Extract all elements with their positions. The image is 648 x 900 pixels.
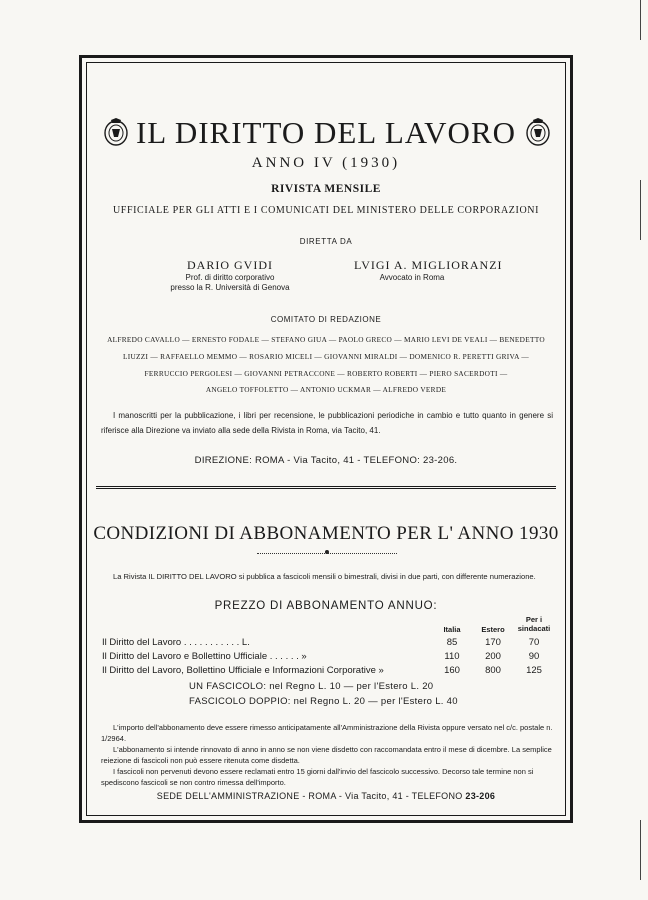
price-row-1-sindacati: 70 (528, 637, 540, 648)
note-renewal: L'abbonamento si intende rinnovato di anno in anno se non viene disdetto con raccomandata entro il mese di dicembre. La semplice reiezione di fascicoli non può essere ritenuta come disdetta. (101, 745, 552, 765)
price-row-2-label: Il Diritto del Lavoro e Bollettino Ufficiale . . . . . . » (102, 651, 307, 662)
price-row-2-sindacati: 90 (528, 651, 540, 662)
single-issue-price: UN FASCICOLO: nel Regno L. 10 — per l'Estero L. 20 (189, 681, 434, 692)
director-role-2-line1: Avvocato in Roma (379, 273, 445, 282)
journal-frequency: RIVISTA MENSILE (271, 183, 381, 195)
administration-phone: 23-206 (465, 791, 496, 801)
price-row-1-label: Il Diritto del Lavoro . . . . . . . . . . . L. (102, 637, 250, 648)
committee-heading: COMITATO DI REDAZIONE (270, 315, 382, 324)
administration-address-text: SEDE DELL'AMMINISTRAZIONE - ROMA - Via Tacito, 41 - TELEFONO (156, 791, 463, 801)
note-payment: L'importo dell'abbonamento deve essere rimesso anticipatamente all'Amministrazione della Rivista oppure versato nel c/c. postale n. 1/2964. (101, 723, 553, 743)
committee-line-1: ALFREDO CAVALLO — ERNESTO FODALE — STEFANO GIUA — PAOLO GRECO — MARIO LEVI DE VEALI — BENEDETTO (107, 335, 545, 344)
director-role-2 (347, 273, 477, 283)
ornamental-dot (325, 550, 329, 554)
scan-edge-mark-top (640, 0, 641, 40)
price-row-3-label: Il Diritto del Lavoro, Bollettino Ufficiale e Informazioni Corporative » (102, 665, 384, 676)
price-row-2-estero: 200 (485, 651, 501, 662)
page-frame (79, 55, 573, 823)
director-role-1-line1: Prof. di diritto corporativo (185, 273, 275, 282)
price-row-3-sindacati: 125 (526, 665, 542, 676)
annual-price-heading: PREZZO DI ABBONAMENTO ANNUO: (214, 600, 438, 612)
col-header-sindacati: Per i sindacati (517, 615, 551, 633)
scan-edge-mark-bottom (640, 820, 641, 880)
price-row-1-italia: 85 (446, 637, 458, 648)
section-divider (96, 486, 556, 489)
director-name-2: LVIGI A. MIGLIORANZI (354, 258, 503, 272)
price-row-1-estero: 170 (485, 637, 501, 648)
administration-address (87, 791, 565, 801)
committee-line-4: ANGELO TOFFOLETTO — ANTONIO UCKMAR — ALFREDO VERDE (205, 385, 447, 394)
price-row-2-italia: 110 (444, 651, 460, 662)
scan-edge-mark-mid (640, 180, 641, 240)
note-missing-issues: I fascicoli non pervenuti devono essere reclamati entro 15 giorni dall'invio del fascicolo successivo. Decorso tale termine non si spediscono fascicoli se non contro rimessa dell'importo. (101, 767, 534, 787)
committee-line-2: LIUZZI — RAFFAELLO MEMMO — ROSARIO MICELI — GIOVANNI MIRALDI — DOMENICO R. PERETTI GRIVA — (122, 352, 530, 361)
manuscripts-paragraph: I manoscritti per la pubblicazione, i libri per recensione, le pubblicazioni periodiche in cambio e tutto quanto in genere si riferisce alla Direzione va inviato alla sede della Rivista in Roma, via Tacito, 41. (101, 411, 553, 435)
directed-by-label: DIRETTA DA (299, 237, 353, 246)
committee-line-3: FERRUCCIO PERGOLESI — GIOVANNI PETRACCONE — ROBERTO ROBERTI — PIERO SACERDOTI — (144, 369, 508, 378)
director-role-1-line2: presso la R. Università di Genova (170, 283, 290, 292)
journal-title: IL DIRITTO DEL LAVORO (135, 115, 517, 150)
price-row-3-estero: 800 (485, 665, 501, 676)
subscription-title: CONDIZIONI DI ABBONAMENTO PER L' ANNO 1930 (93, 523, 559, 544)
page-inner-border (86, 62, 566, 816)
journal-official-line: UFFICIALE PER GLI ATTI E I COMUNICATI DEL MINISTERO DELLE CORPORAZIONI (112, 205, 540, 216)
subscription-intro: La Rivista IL DIRITTO DEL LAVORO si pubblica a fascicoli mensili o bimestrali, divisi in due parti, con differente numerazione. (113, 572, 536, 581)
col-header-estero: Estero (481, 625, 505, 634)
double-issue-price: FASCICOLO DOPPIO: nel Regno L. 20 — per l'Estero L. 40 (189, 696, 458, 707)
journal-year: ANNO IV (1930) (251, 155, 401, 171)
director-role-1 (165, 273, 295, 293)
director-name-1: DARIO GVIDI (187, 258, 273, 272)
col-header-italia: Italia (443, 625, 461, 634)
price-row-3-italia: 160 (444, 665, 460, 676)
direction-address: DIREZIONE: ROMA - Via Tacito, 41 - TELEFONO: 23-206. (194, 455, 458, 466)
